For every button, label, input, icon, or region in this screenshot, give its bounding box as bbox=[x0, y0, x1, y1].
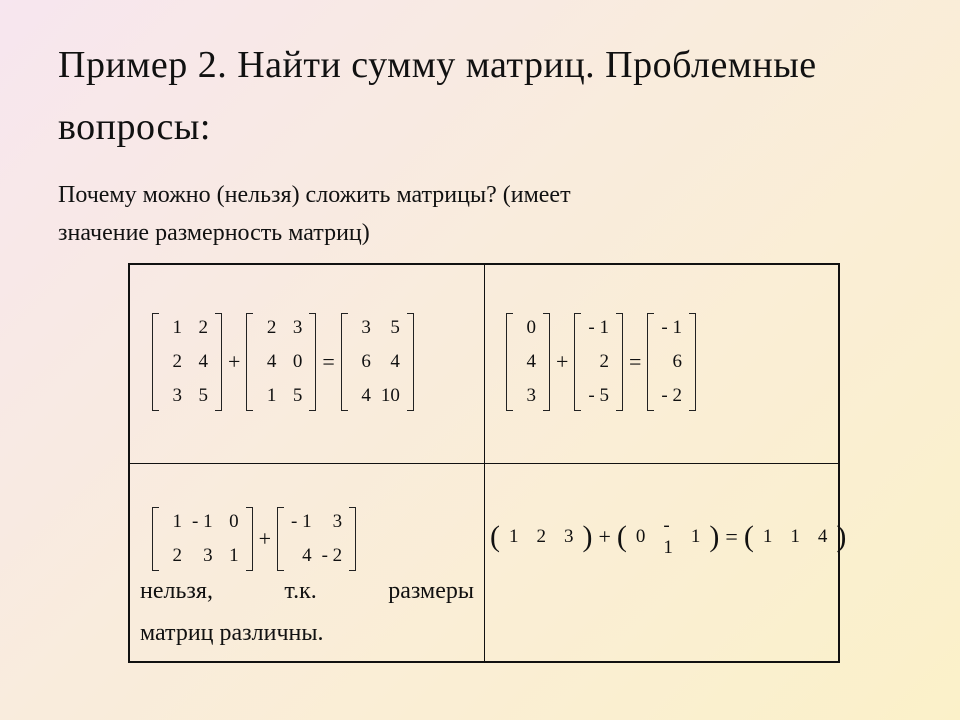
question-text bbox=[58, 176, 818, 252]
matrix-b: 2 3 4 0 1 5 bbox=[246, 311, 316, 413]
matrix-expression bbox=[506, 311, 696, 413]
matrix-result: 3 5 6 4 4 10 bbox=[341, 311, 414, 413]
cell-3x2-sum bbox=[152, 311, 414, 413]
note-word-1: нельзя, bbox=[140, 578, 213, 604]
matrix-expression bbox=[152, 311, 414, 413]
equals-sign: = bbox=[629, 349, 642, 374]
cell-row-sum bbox=[490, 515, 846, 559]
table-horizontal-divider bbox=[130, 463, 838, 464]
examples-table bbox=[128, 263, 847, 663]
plus-sign: + bbox=[228, 349, 241, 374]
matrix-expression bbox=[152, 505, 356, 573]
row-vector-a: ( 1 2 3 ) bbox=[490, 520, 593, 553]
row-vector-result: ( 1 1 4 ) bbox=[743, 520, 847, 553]
matrix-b: - 1 3 4 - 2 bbox=[277, 505, 356, 573]
matrix-a: 1 2 2 4 3 5 bbox=[152, 311, 222, 413]
equals-sign: = bbox=[725, 524, 738, 549]
slide-title bbox=[58, 34, 908, 158]
cell-column-sum bbox=[506, 311, 696, 413]
title-line-2: вопросы: bbox=[58, 106, 211, 148]
note-word-2: т.к. bbox=[284, 578, 317, 604]
plus-sign: + bbox=[258, 526, 271, 551]
title-line-1: Пример 2. Найти сумму матриц. Проблемные bbox=[58, 44, 817, 86]
equals-sign: = bbox=[322, 349, 335, 374]
plus-sign: + bbox=[556, 349, 569, 374]
note-line-2: матриц различны. bbox=[140, 620, 324, 646]
row-expression bbox=[490, 515, 846, 559]
plus-sign: + bbox=[598, 524, 611, 549]
row-vector-b: ( 0 - 1 1 ) bbox=[616, 515, 720, 558]
matrix-a: 1 - 1 0 2 3 1 bbox=[152, 505, 253, 573]
matrix-a: 0 4 3 bbox=[506, 311, 550, 413]
question-line-1: Почему можно (нельзя) сложить матрицы? (имеет bbox=[58, 182, 571, 208]
note-word-3: размеры bbox=[388, 578, 474, 604]
matrix-b: - 1 2 - 5 bbox=[574, 311, 623, 413]
incompatible-note bbox=[140, 570, 474, 654]
question-line-2: значение размерность матриц) bbox=[58, 220, 370, 246]
matrix-result: - 1 6 - 2 bbox=[647, 311, 696, 413]
cell-incompatible bbox=[152, 505, 356, 573]
